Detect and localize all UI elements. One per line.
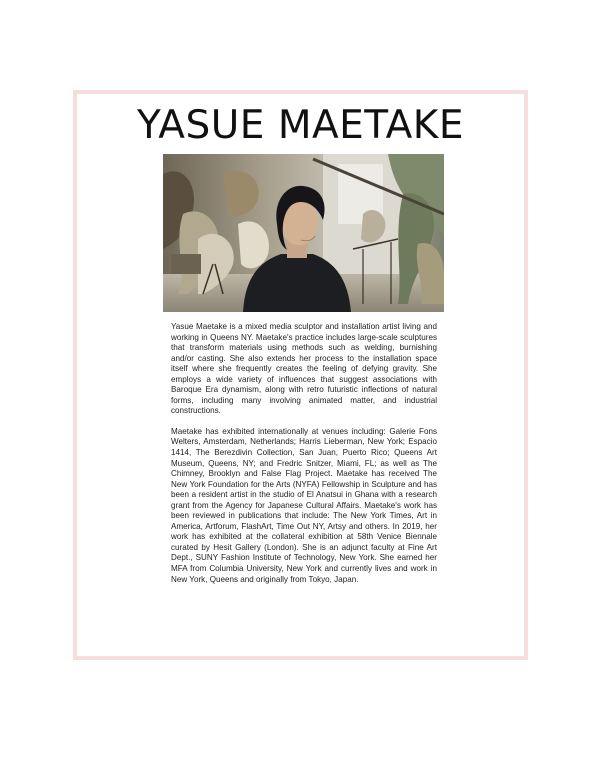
bio-card (73, 90, 528, 660)
bio-text (171, 322, 437, 595)
artist-photo (163, 154, 444, 312)
bio-paragraph-1: Yasue Maetake is a mixed media sculptor and installation artist living and working in Queens NY. Maetake's practice includes large-scale sculptures that transform materials using methods such as welding, burnishing and/or casting. She also extends her process to the installation space itself where she frequently creates the feeling of defying gravity. She employs a wide variety of influences that suggest associations with Baroque Era dynamism, along with retro futuristic inflections of natural forms, including many involving animated matter, and industrial constructions. (171, 322, 437, 416)
page-title: YASUE MAETAKE (137, 103, 464, 148)
artist-photo-image (163, 154, 444, 312)
bio-paragraph-2: Maetake has exhibited internationally at venues including: Galerie Fons Welters, Amsterdam, Netherlands; Harris Lieberman, New York; Espacio 1414, The Berezdivin Collection, San Juan, Puerto Rico; Queens Art Museum, Queens, NY; and Fredric Snitzer, Miami, FL; as well as The Chimney, Brooklyn and False Flag Project. Maetake has received The New York Foundation for the Arts (NYFA) Fellowship in Sculpture and has been a resident artist in the studio of El Anatsui in Ghana with a research grant from the Agency for Japanese Cultural Affairs. Maetake's work has been reviewed in publications that include: The New York Times, Art in America, Artforum, FlashArt, Time Out NY, Artsy and others. In 2019, her work has exhibited at the collateral exhibition at 58th Venice Biennale curated by Hesit Gallery (London). She is an adjunct faculty at Fine Art Dept., SUNY Fashion Institute of Technology, New York. She earned her MFA from Columbia University, New York and currently lives and work in New York, Queens and originally from Tokyo, Japan. (171, 426, 437, 584)
